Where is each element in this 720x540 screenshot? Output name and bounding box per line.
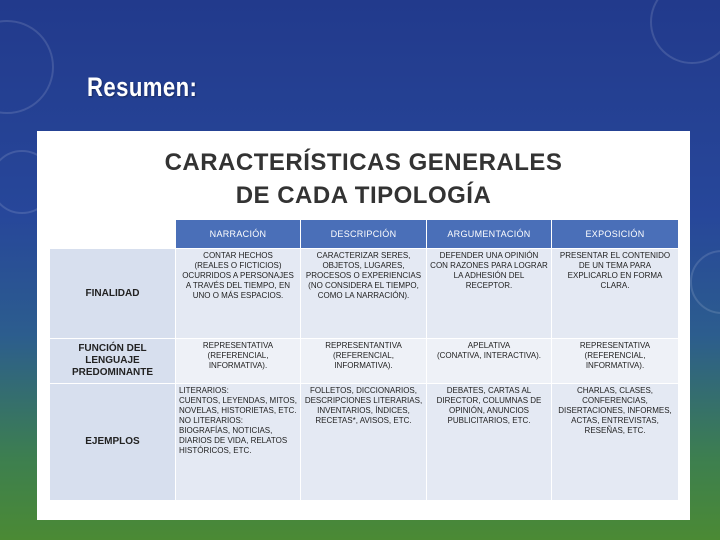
column-header-descripcion: DESCRIPCIÓN xyxy=(301,220,427,249)
table-cell: PRESENTAR EL CONTENIDO DE UN TEMA PARA EXPLICARLO EN FORMA CLARA. xyxy=(552,249,679,339)
table-cell: CARACTERIZAR SERES, OBJETOS, LUGARES, PROCESOS O EXPERIENCIAS (NO CONSIDERA EL TIEMPO, COMO LA NARRACIÓN). xyxy=(301,249,427,339)
table-cell: REPRESENTATIVA (REFERENCIAL, INFORMATIVA). xyxy=(552,339,679,384)
background-circle-decoration xyxy=(0,20,54,114)
table-cell: CONTAR HECHOS (REALES O FICTICIOS) OCURRIDOS A PERSONAJES A TRAVÉS DEL TIEMPO, EN UNO O MÁS ESPACIOS. xyxy=(176,249,301,339)
table-row xyxy=(50,249,679,339)
table-cell: REPRESENTANTIVA (REFERENCIAL, INFORMATIVA). xyxy=(301,339,427,384)
column-header-argumentacion: ARGUMENTACIÓN xyxy=(427,220,552,249)
header-blank-cell xyxy=(50,220,176,249)
table-cell: CHARLAS, CLASES, CONFERENCIAS, DISERTACIONES, INFORMES, ACTAS, ENTREVISTAS, RESEÑAS, ETC. xyxy=(552,384,679,501)
row-label-finalidad: FINALIDAD xyxy=(50,249,176,339)
row-label-funcion-lenguaje: FUNCIÓN DEL LENGUAJE PREDOMINANTE xyxy=(50,339,176,384)
slide-title: Resumen: xyxy=(87,72,198,102)
table-cell: DEFENDER UNA OPINIÓN CON RAZONES PARA LOGRAR LA ADHESIÓN DEL RECEPTOR. xyxy=(427,249,552,339)
table-cell: APELATIVA (CONATIVA, INTERACTIVA). xyxy=(427,339,552,384)
column-header-exposicion: EXPOSICIÓN xyxy=(552,220,679,249)
table-header-row xyxy=(50,220,679,249)
card-heading-line-2: DE CADA TIPOLOGÍA xyxy=(235,182,492,209)
background-circle-decoration xyxy=(650,0,720,64)
column-header-narracion: NARRACIÓN xyxy=(176,220,301,249)
table-cell: DEBATES, CARTAS AL DIRECTOR, COLUMNAS DE OPINIÓN, ANUNCIOS PUBLICITARIOS, ETC. xyxy=(427,384,552,501)
typology-table xyxy=(49,219,679,501)
table-row xyxy=(50,384,679,501)
table-cell: FOLLETOS, DICCIONARIOS, DESCRIPCIONES LITERARIAS, INVENTARIOS, ÍNDICES, RECETAS*, AVISOS, ETC. xyxy=(301,384,427,501)
summary-image-card xyxy=(37,131,690,520)
card-heading-line-1: CARACTERÍSTICAS GENERALES xyxy=(164,149,563,176)
background-circle-decoration xyxy=(690,250,720,314)
table-cell: REPRESENTATIVA (REFERENCIAL, INFORMATIVA). xyxy=(176,339,301,384)
row-label-ejemplos: EJEMPLOS xyxy=(50,384,176,501)
table-cell: LITERARIOS: CUENTOS, LEYENDAS, MITOS, NOVELAS, HISTORIETAS, ETC. NO LITERARIOS: BIOGRAFÍAS, NOTICIAS, DIARIOS DE VIDA, RELATOS HISTÓRICOS, ETC. xyxy=(176,384,301,501)
table-row xyxy=(50,339,679,384)
